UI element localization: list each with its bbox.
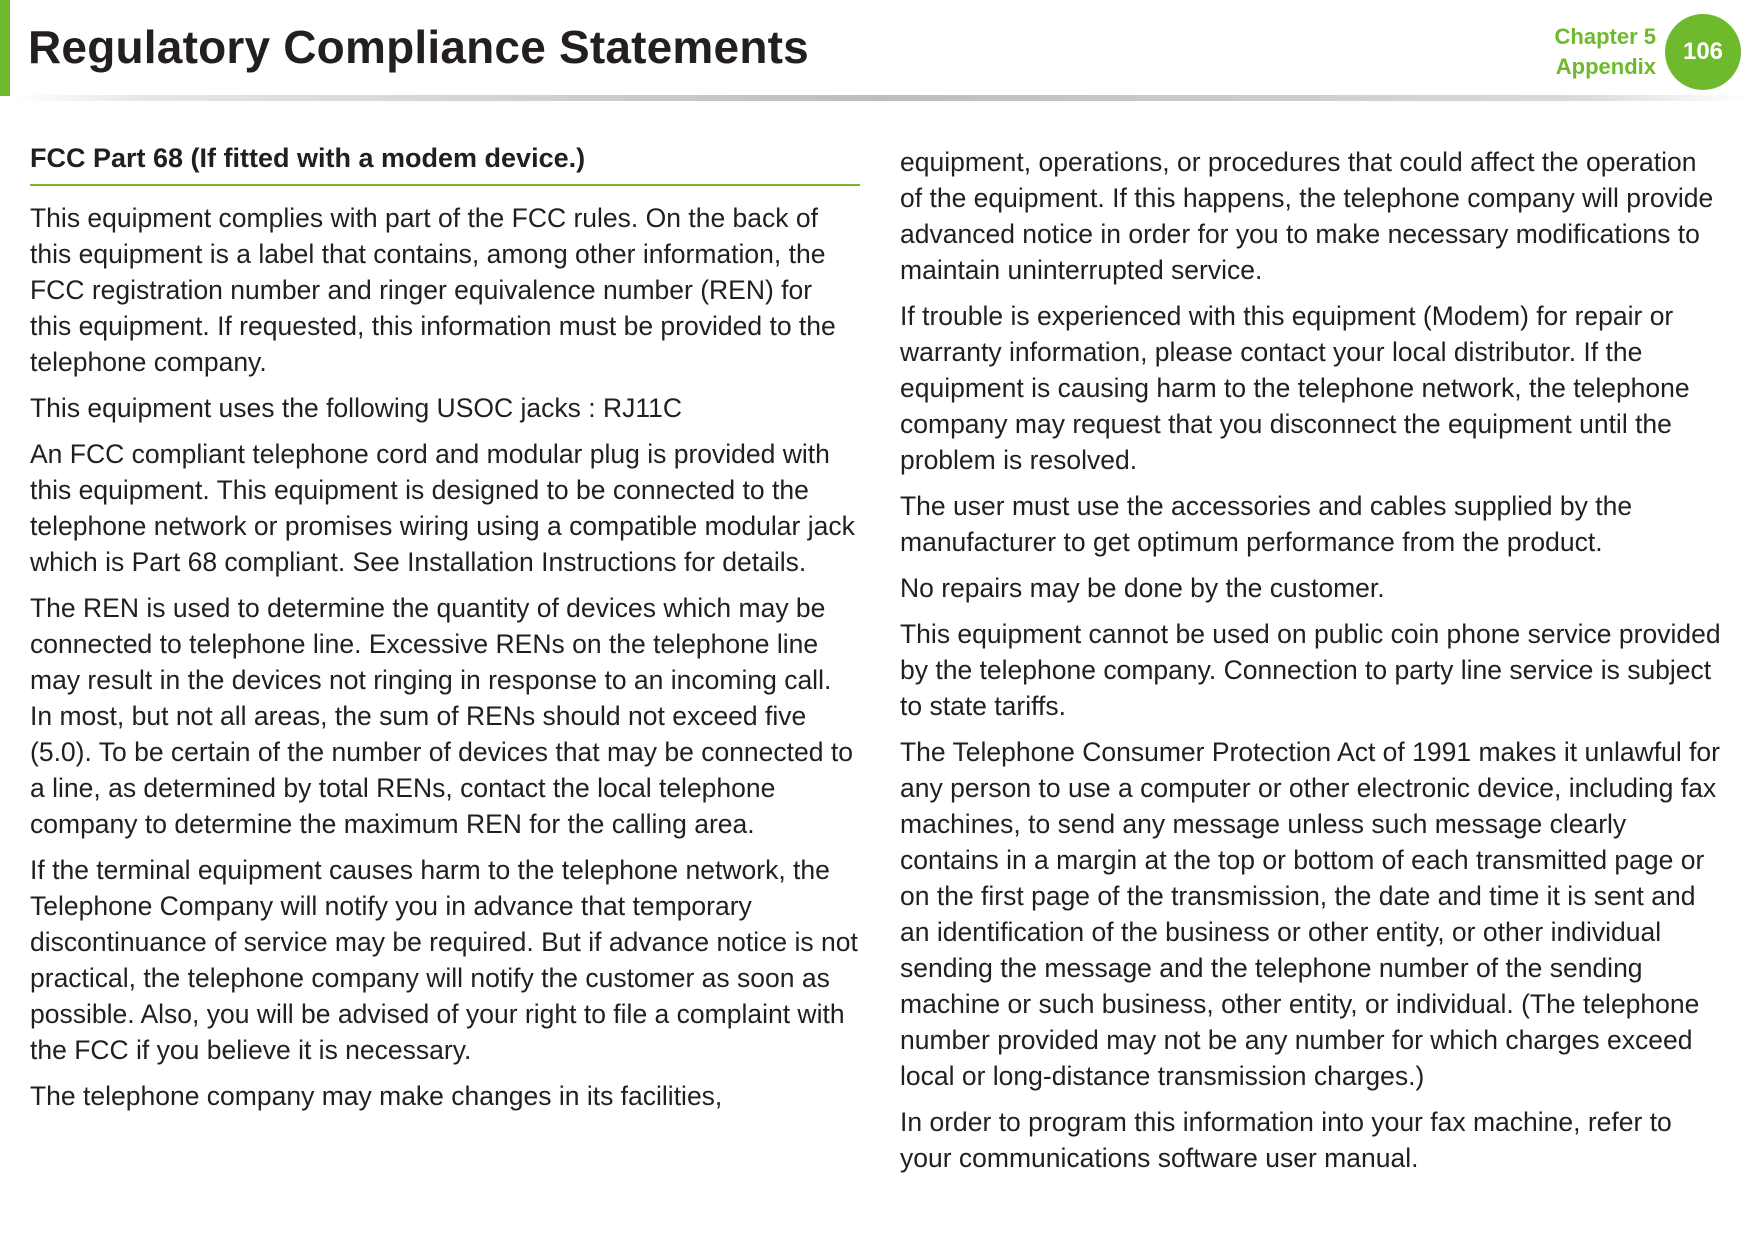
paragraph: equipment, operations, or procedures that could affect the operation of the equipment. If this happens, the telephone company will provide advanced notice in order for you to make necessary modifications to maintain uninterrupted service.: [900, 147, 1714, 285]
paragraph: This equipment cannot be used on public coin phone service provided by the telephone company. Connection to party line service is subject to state tariffs.: [900, 619, 1721, 721]
paragraph: The user must use the accessories and cables supplied by the manufacturer to get optimum performance from the product.: [900, 491, 1633, 557]
chapter-label: [1555, 22, 1656, 82]
paragraph: If trouble is experienced with this equipment (Modem) for repair or warranty information, please contact your local distributor. If the equipment is causing harm to the telephone network, the telephone company may request that you disconnect the equipment until the problem is resolved.: [900, 301, 1690, 475]
chapter-number: Chapter 5: [1554, 24, 1656, 49]
paragraph: If the terminal equipment causes harm to the telephone network, the Telephone Company will notify you in advance that temporary discontinuance of service may be required. But if advance notice is not practical, the telephone company will notify the customer as soon as possible. Also, you will be advised of your right to file a complaint with the FCC if you believe it is necessary.: [30, 855, 858, 1065]
right-column: [900, 144, 1725, 1186]
paragraph: No repairs may be done by the customer.: [900, 573, 1385, 603]
paragraph: An FCC compliant telephone cord and modular plug is provided with this equipment. This equipment is designed to be connected to the telephone network or promises wiring using a compatible modular jack which is Part 68 compliant. See Installation Instructions for details.: [30, 439, 855, 577]
paragraph: The REN is used to determine the quantity of devices which may be connected to telephone line. Excessive RENs on the telephone line may result in the devices not ringing in response to an incoming call. In most, but not all areas, the sum of RENs should not exceed five (5.0). To be certain of the number of devices that may be connected to a line, as determined by total RENs, contact the local telephone company to determine the maximum REN for the calling area.: [30, 593, 853, 839]
section-heading: FCC Part 68 (If fitted with a modem device.): [30, 140, 860, 186]
page-number-badge: 106: [1665, 14, 1741, 90]
header-divider: [10, 95, 1749, 101]
paragraph: This equipment complies with part of the FCC rules. On the back of this equipment is a label that contains, among other information, the FCC registration number and ringer equivalence number (REN) for this equipment. If requested, this information must be provided to the telephone company.: [30, 203, 836, 377]
header-accent-bar: [0, 0, 10, 96]
paragraph: The telephone company may make changes in its facilities,: [30, 1081, 723, 1111]
page-title: Regulatory Compliance Statements: [28, 21, 809, 73]
paragraph: This equipment uses the following USOC jacks : RJ11C: [30, 393, 682, 423]
chapter-section: Appendix: [1555, 54, 1656, 79]
left-column: [30, 140, 860, 1124]
paragraph: In order to program this information into your fax machine, refer to your communications software user manual.: [900, 1107, 1672, 1173]
paragraph: The Telephone Consumer Protection Act of 1991 makes it unlawful for any person to use a computer or other electronic device, including fax machines, to send any message unless such message clearly contains in a margin at the top or bottom of each transmitted page or on the first page of the transmission, the date and time it is sent and an identification of the business or other entity, or other individual sending the message and the telephone number of the sending machine or such business, other entity, or individual. (The telephone number provided may not be any number for which charges exceed local or long-distance transmission charges.): [900, 737, 1720, 1091]
